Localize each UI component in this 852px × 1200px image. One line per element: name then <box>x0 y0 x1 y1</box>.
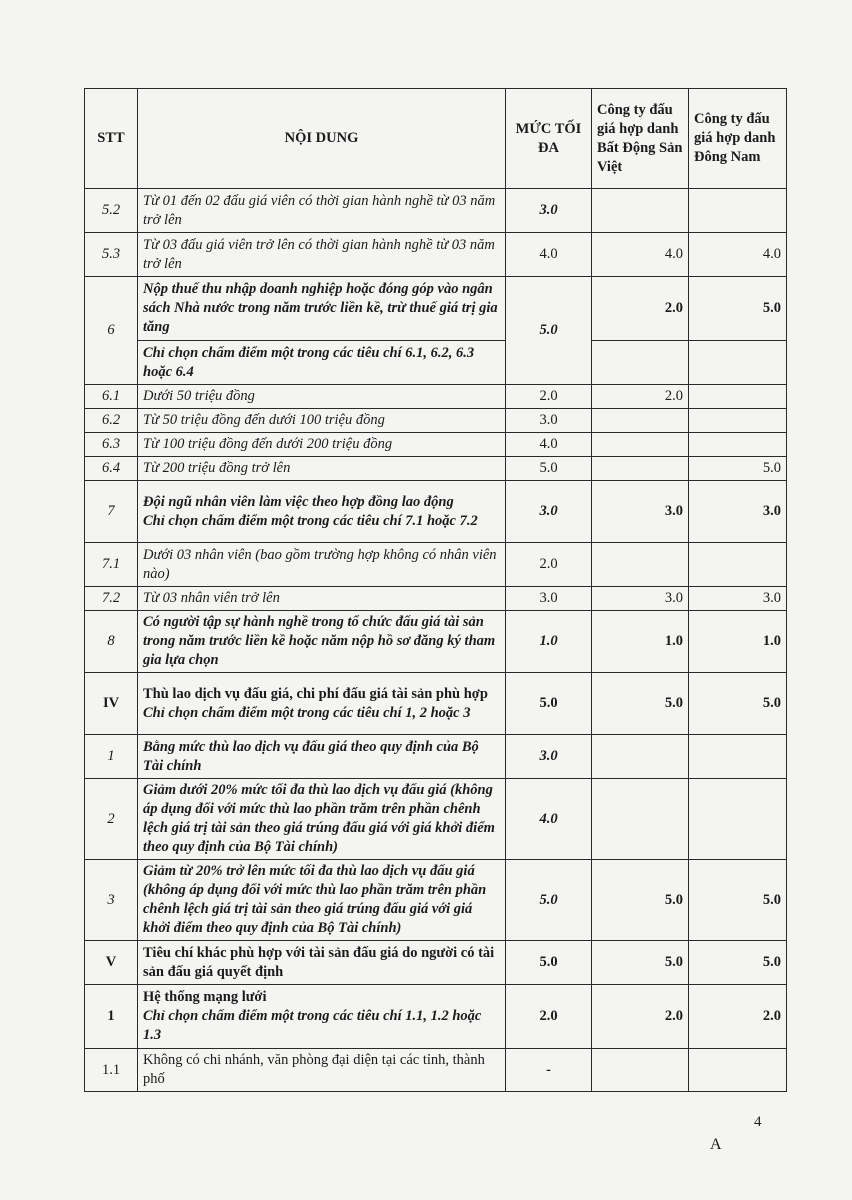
row-content <box>138 481 506 543</box>
row-max: 3.0 <box>506 587 592 611</box>
row-stt: 3 <box>85 860 138 941</box>
row-score-b <box>689 433 787 457</box>
row-score-b: 5.0 <box>689 860 787 941</box>
row-stt: IV <box>85 673 138 735</box>
row-score-a <box>592 189 689 233</box>
corner-mark: A <box>710 1136 722 1153</box>
row-max: 1.0 <box>506 611 592 673</box>
table-row <box>85 433 787 457</box>
row-content-main: Đội ngũ nhân viên làm việc theo hợp đồng lao động <box>143 493 454 510</box>
table-row <box>85 587 787 611</box>
row-stt: 6.2 <box>85 409 138 433</box>
row-max: 4.0 <box>506 433 592 457</box>
row-score-b: 5.0 <box>689 673 787 735</box>
row-content: Từ 03 nhân viên trở lên <box>138 587 506 611</box>
row-max: 5.0 <box>506 673 592 735</box>
row-note: Chỉ chọn chấm điểm một trong các tiêu chí 7.1 hoặc 7.2 <box>143 512 478 529</box>
row-score-a: 2.0 <box>592 277 689 341</box>
row-note: Chỉ chọn chấm điểm một trong các tiêu chí 1, 2 hoặc 3 <box>143 704 471 721</box>
row-content: Giảm dưới 20% mức tối đa thù lao dịch vụ đấu giá (không áp dụng đối với mức thù lao phần trăm trên phần chênh lệch giá trị tài sản theo giá trúng đấu giá với giá khởi điểm theo quy định của Bộ Tài chính) <box>138 779 506 860</box>
row-stt: 2 <box>85 779 138 860</box>
row-max: 5.0 <box>506 457 592 481</box>
row-score-b-empty <box>689 341 787 385</box>
row-score-b <box>689 189 787 233</box>
row-score-b: 5.0 <box>689 457 787 481</box>
row-score-b <box>689 779 787 860</box>
row-max: 3.0 <box>506 481 592 543</box>
row-stt: 8 <box>85 611 138 673</box>
row-score-b: 3.0 <box>689 587 787 611</box>
row-stt: 6.4 <box>85 457 138 481</box>
row-content <box>138 673 506 735</box>
row-score-a-empty <box>592 341 689 385</box>
row-max: 2.0 <box>506 543 592 587</box>
row-score-a <box>592 457 689 481</box>
row-stt: V <box>85 941 138 985</box>
row-score-b: 3.0 <box>689 481 787 543</box>
table-row <box>85 409 787 433</box>
row-content: Dưới 50 triệu đồng <box>138 385 506 409</box>
row-content: Từ 200 triệu đồng trở lên <box>138 457 506 481</box>
row-content: Bằng mức thù lao dịch vụ đấu giá theo quy định của Bộ Tài chính <box>138 735 506 779</box>
row-max: 3.0 <box>506 735 592 779</box>
row-stt: 7.1 <box>85 543 138 587</box>
row-score-a: 1.0 <box>592 611 689 673</box>
row-max: 5.0 <box>506 277 592 385</box>
header-stt: STT <box>85 89 138 189</box>
row-max: - <box>506 1049 592 1092</box>
row-score-b <box>689 543 787 587</box>
row-stt: 1.1 <box>85 1049 138 1092</box>
row-note: Chỉ chọn chấm điểm một trong các tiêu chí 1.1, 1.2 hoặc 1.3 <box>143 1008 482 1043</box>
row-max: 3.0 <box>506 189 592 233</box>
row-stt: 6.1 <box>85 385 138 409</box>
header-company-b: Công ty đấu giá hợp danh Đông Nam <box>689 89 787 189</box>
table-row <box>85 385 787 409</box>
table-row <box>85 457 787 481</box>
header-company-a: Công ty đấu giá hợp danh Bất Động Sản Việt <box>592 89 689 189</box>
row-score-b <box>689 409 787 433</box>
row-score-a: 5.0 <box>592 860 689 941</box>
row-score-a <box>592 433 689 457</box>
row-stt: 6 <box>85 277 138 385</box>
scoring-table <box>84 88 787 1092</box>
row-max: 2.0 <box>506 385 592 409</box>
table-row <box>85 233 787 277</box>
row-score-b: 5.0 <box>689 941 787 985</box>
row-max: 4.0 <box>506 233 592 277</box>
row-score-b: 4.0 <box>689 233 787 277</box>
table-row <box>85 735 787 779</box>
row-score-b <box>689 735 787 779</box>
row-score-a <box>592 543 689 587</box>
row-content-main: Hệ thống mạng lưới <box>143 989 267 1005</box>
table-row-note <box>85 341 787 385</box>
row-content: Giảm từ 20% trở lên mức tối đa thù lao dịch vụ đấu giá (không áp dụng đối với mức thù lao phần trăm trên phần chênh lệch giá trị tài sản theo giá trúng đấu giá với giá khởi điểm theo quy định của Bộ Tài chính) <box>138 860 506 941</box>
row-max: 4.0 <box>506 779 592 860</box>
row-score-a: 5.0 <box>592 941 689 985</box>
row-score-a: 2.0 <box>592 385 689 409</box>
row-score-b <box>689 385 787 409</box>
row-max: 3.0 <box>506 409 592 433</box>
table-row <box>85 277 787 341</box>
row-stt: 1 <box>85 735 138 779</box>
table-row-section <box>85 941 787 985</box>
table-row <box>85 779 787 860</box>
row-score-a <box>592 735 689 779</box>
table-row <box>85 860 787 941</box>
table-row <box>85 189 787 233</box>
row-score-a: 2.0 <box>592 985 689 1049</box>
table-row <box>85 481 787 543</box>
row-max: 5.0 <box>506 941 592 985</box>
row-content <box>138 985 506 1049</box>
row-score-a: 3.0 <box>592 587 689 611</box>
row-content: Tiêu chí khác phù hợp với tài sản đấu giá do người có tài sản đấu giá quyết định <box>138 941 506 985</box>
table-row <box>85 985 787 1049</box>
row-content: Không có chi nhánh, văn phòng đại diện tại các tỉnh, thành phố <box>138 1049 506 1092</box>
row-score-b: 5.0 <box>689 277 787 341</box>
row-score-a: 3.0 <box>592 481 689 543</box>
row-score-b: 1.0 <box>689 611 787 673</box>
table-row <box>85 611 787 673</box>
row-stt: 6.3 <box>85 433 138 457</box>
row-score-a: 4.0 <box>592 233 689 277</box>
row-score-b: 2.0 <box>689 985 787 1049</box>
table-header-row <box>85 89 787 189</box>
row-content: Từ 01 đến 02 đấu giá viên có thời gian hành nghề từ 03 năm trở lên <box>138 189 506 233</box>
row-score-a <box>592 1049 689 1092</box>
row-score-a <box>592 409 689 433</box>
row-content: Dưới 03 nhân viên (bao gồm trường hợp không có nhân viên nào) <box>138 543 506 587</box>
table-row <box>85 1049 787 1092</box>
row-stt: 7.2 <box>85 587 138 611</box>
table-row-section <box>85 673 787 735</box>
row-content: Từ 100 triệu đồng đến dưới 200 triệu đồng <box>138 433 506 457</box>
row-max: 2.0 <box>506 985 592 1049</box>
row-stt: 7 <box>85 481 138 543</box>
row-score-a: 5.0 <box>592 673 689 735</box>
row-content: Từ 03 đấu giá viên trở lên có thời gian hành nghề từ 03 năm trở lên <box>138 233 506 277</box>
row-score-b <box>689 1049 787 1092</box>
row-stt: 1 <box>85 985 138 1049</box>
row-stt: 5.3 <box>85 233 138 277</box>
row-max: 5.0 <box>506 860 592 941</box>
page-number: 4 <box>754 1114 762 1130</box>
row-score-a <box>592 779 689 860</box>
row-content: Từ 50 triệu đồng đến dưới 100 triệu đồng <box>138 409 506 433</box>
row-content-main: Thù lao dịch vụ đấu giá, chi phí đấu giá tài sản phù hợp <box>143 685 488 702</box>
table-row <box>85 543 787 587</box>
row-stt: 5.2 <box>85 189 138 233</box>
row-content: Có người tập sự hành nghề trong tổ chức đấu giá tài sản trong năm trước liền kề hoặc năm nộp hồ sơ đăng ký tham gia lựa chọn <box>138 611 506 673</box>
header-max: MỨC TỐI ĐA <box>506 89 592 189</box>
row-note: Chỉ chọn chấm điểm một trong các tiêu chí 6.1, 6.2, 6.3 hoặc 6.4 <box>138 341 506 385</box>
row-content: Nộp thuế thu nhập doanh nghiệp hoặc đóng góp vào ngân sách Nhà nước trong năm trước liền kề, trừ thuế giá trị gia tăng <box>138 277 506 341</box>
header-content: NỘI DUNG <box>138 89 506 189</box>
